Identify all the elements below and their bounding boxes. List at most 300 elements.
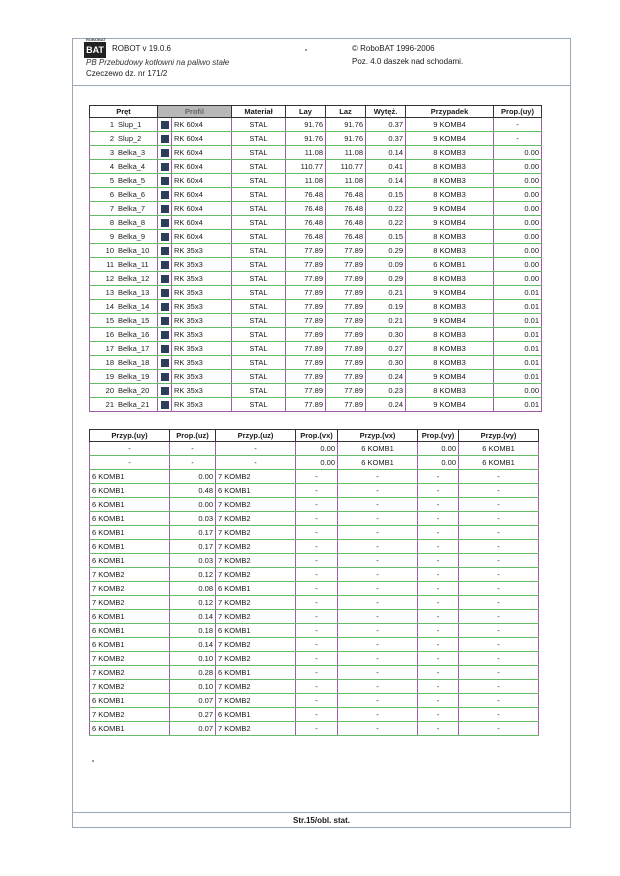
member-number: 8 xyxy=(109,218,114,227)
ratio-cell: 0.24 xyxy=(366,370,406,384)
profile-cell: RK 60x4 xyxy=(172,146,232,160)
swatch-icon xyxy=(161,135,169,143)
laz-cell: 77.89 xyxy=(326,370,366,384)
member-cell xyxy=(90,398,158,412)
swatch-icon xyxy=(161,345,169,353)
profile-color-swatch xyxy=(158,314,172,328)
member-name: Belka_6 xyxy=(118,190,146,199)
table-row xyxy=(90,384,542,398)
member-number: 14 xyxy=(105,302,114,311)
laz-cell: 77.89 xyxy=(326,398,366,412)
case-uz-cell: 7 KOMB2 xyxy=(216,540,296,554)
laz-cell: 91.76 xyxy=(326,132,366,146)
case-vy-cell: - xyxy=(459,484,539,498)
case-uy-cell: 6 KOMB1 xyxy=(90,624,170,638)
case-cell: 8 KOMB3 xyxy=(406,300,494,314)
member-name: Slup_1 xyxy=(118,120,142,129)
profile-color-swatch xyxy=(158,356,172,370)
material-cell: STAL xyxy=(232,174,286,188)
member-name: Belka_16 xyxy=(118,330,150,339)
case-vy-cell: - xyxy=(459,470,539,484)
case-uy-cell: - xyxy=(90,456,170,470)
case-uy-cell: 6 KOMB1 xyxy=(90,526,170,540)
material-cell: STAL xyxy=(232,328,286,342)
case-cell: 9 KOMB4 xyxy=(406,216,494,230)
table-row xyxy=(90,118,542,132)
prop-vx-cell: - xyxy=(296,596,338,610)
ratio-cell: 0.30 xyxy=(366,328,406,342)
swatch-icon xyxy=(161,289,169,297)
case-vx-cell: - xyxy=(338,470,418,484)
swatch-icon xyxy=(161,149,169,157)
lay-cell: 77.89 xyxy=(286,356,326,370)
member-cell xyxy=(90,188,158,202)
profile-cell: RK 35x3 xyxy=(172,286,232,300)
profile-color-swatch xyxy=(158,132,172,146)
case-uz-cell: 7 KOMB2 xyxy=(216,512,296,526)
ratio-cell: 0.22 xyxy=(366,202,406,216)
case-vy-cell: - xyxy=(459,526,539,540)
member-name: Belka_10 xyxy=(118,246,150,255)
case-vx-cell: - xyxy=(338,582,418,596)
swatch-icon xyxy=(161,373,169,381)
member-number: 12 xyxy=(105,274,114,283)
table-row xyxy=(90,442,539,456)
swatch-icon xyxy=(161,163,169,171)
prop-uy-cell: 0.01 xyxy=(494,370,542,384)
lay-cell: 91.76 xyxy=(286,132,326,146)
table-row xyxy=(90,188,542,202)
table-row xyxy=(90,708,539,722)
case-cell: 9 KOMB4 xyxy=(406,132,494,146)
swatch-icon xyxy=(161,261,169,269)
prop-vy-cell: - xyxy=(418,554,459,568)
column-header: Pręt xyxy=(90,106,158,118)
member-name: Slup_2 xyxy=(118,134,142,143)
prop-vy-cell: - xyxy=(418,568,459,582)
case-uz-cell: - xyxy=(216,442,296,456)
member-results-table xyxy=(89,105,542,412)
prop-uz-cell: - xyxy=(170,456,216,470)
member-name: Belka_4 xyxy=(118,162,146,171)
prop-uz-cell: 0.17 xyxy=(170,540,216,554)
prop-vx-cell: - xyxy=(296,722,338,736)
prop-vx-cell: - xyxy=(296,484,338,498)
lay-cell: 77.89 xyxy=(286,370,326,384)
member-name: Belka_3 xyxy=(118,148,146,157)
member-cell xyxy=(90,328,158,342)
profile-cell: RK 60x4 xyxy=(172,230,232,244)
profile-cell: RK 60x4 xyxy=(172,118,232,132)
case-cell: 8 KOMB3 xyxy=(406,174,494,188)
member-number: 20 xyxy=(105,386,114,395)
member-name: Belka_8 xyxy=(118,218,146,227)
ratio-cell: 0.09 xyxy=(366,258,406,272)
profile-color-swatch xyxy=(158,286,172,300)
table-header-row xyxy=(90,430,539,442)
ratio-cell: 0.15 xyxy=(366,230,406,244)
laz-cell: 77.89 xyxy=(326,258,366,272)
profile-cell: RK 35x3 xyxy=(172,314,232,328)
prop-vy-cell: - xyxy=(418,596,459,610)
swatch-icon xyxy=(161,275,169,283)
prop-vx-cell: 0.00 xyxy=(296,442,338,456)
scan-speck xyxy=(305,49,307,51)
case-vy-cell: - xyxy=(459,652,539,666)
position-label: Poz. 4.0 daszek nad schodami. xyxy=(352,57,464,66)
case-vy-cell: - xyxy=(459,596,539,610)
column-header: Lay xyxy=(286,106,326,118)
member-cell xyxy=(90,132,158,146)
profile-cell: RK 60x4 xyxy=(172,174,232,188)
case-uz-cell: 6 KOMB1 xyxy=(216,484,296,498)
prop-vx-cell: - xyxy=(296,470,338,484)
ratio-cell: 0.14 xyxy=(366,174,406,188)
case-uz-cell: 7 KOMB2 xyxy=(216,526,296,540)
case-uy-cell: 6 KOMB1 xyxy=(90,512,170,526)
member-number: 4 xyxy=(109,162,114,171)
case-uz-cell: 7 KOMB2 xyxy=(216,610,296,624)
prop-uz-cell: 0.18 xyxy=(170,624,216,638)
case-uz-cell: - xyxy=(216,456,296,470)
table-row xyxy=(90,624,539,638)
prop-vy-cell: - xyxy=(418,582,459,596)
prop-uy-cell: 0.00 xyxy=(494,384,542,398)
profile-cell: RK 60x4 xyxy=(172,132,232,146)
case-vx-cell: - xyxy=(338,652,418,666)
case-vy-cell: - xyxy=(459,708,539,722)
prop-uz-cell: 0.07 xyxy=(170,722,216,736)
prop-uz-cell: - xyxy=(170,442,216,456)
case-vx-cell: - xyxy=(338,540,418,554)
prop-uy-cell: 0.00 xyxy=(494,188,542,202)
column-header: Przyp.(vy) xyxy=(459,430,539,442)
case-uz-cell: 7 KOMB2 xyxy=(216,652,296,666)
column-header: Profil xyxy=(158,106,232,118)
prop-vx-cell: - xyxy=(296,666,338,680)
table-row xyxy=(90,174,542,188)
case-uy-cell: 6 KOMB1 xyxy=(90,694,170,708)
member-cell xyxy=(90,118,158,132)
prop-uy-cell: 0.00 xyxy=(494,160,542,174)
profile-color-swatch xyxy=(158,342,172,356)
profile-color-swatch xyxy=(158,272,172,286)
material-cell: STAL xyxy=(232,314,286,328)
member-number: 6 xyxy=(109,190,114,199)
table-header-row xyxy=(90,106,542,118)
case-uy-cell: 6 KOMB1 xyxy=(90,638,170,652)
prop-uy-cell: 0.00 xyxy=(494,216,542,230)
member-cell xyxy=(90,258,158,272)
case-uz-cell: 7 KOMB2 xyxy=(216,680,296,694)
project-name: PB Przebudowy kotłowni na paliwo stałe xyxy=(86,58,230,67)
column-header: Przyp.(vx) xyxy=(338,430,418,442)
column-header: Prop.(uy) xyxy=(494,106,542,118)
column-header: Wytęż. xyxy=(366,106,406,118)
ratio-cell: 0.24 xyxy=(366,398,406,412)
material-cell: STAL xyxy=(232,216,286,230)
prop-vx-cell: - xyxy=(296,554,338,568)
member-number: 19 xyxy=(105,372,114,381)
prop-vy-cell: - xyxy=(418,638,459,652)
prop-vx-cell: - xyxy=(296,694,338,708)
case-vy-cell: - xyxy=(459,554,539,568)
member-name: Belka_9 xyxy=(118,232,146,241)
page-header xyxy=(72,38,571,86)
member-cell xyxy=(90,370,158,384)
prop-uz-cell: 0.00 xyxy=(170,470,216,484)
case-uz-cell: 6 KOMB1 xyxy=(216,708,296,722)
laz-cell: 76.48 xyxy=(326,230,366,244)
prop-uz-cell: 0.27 xyxy=(170,708,216,722)
table-row xyxy=(90,498,539,512)
material-cell: STAL xyxy=(232,202,286,216)
member-name: Belka_13 xyxy=(118,288,150,297)
profile-color-swatch xyxy=(158,244,172,258)
ratio-cell: 0.21 xyxy=(366,314,406,328)
lay-cell: 77.89 xyxy=(286,286,326,300)
ratio-cell: 0.29 xyxy=(366,272,406,286)
table-row xyxy=(90,540,539,554)
member-name: Belka_18 xyxy=(118,358,150,367)
case-uz-cell: 6 KOMB1 xyxy=(216,666,296,680)
profile-color-swatch xyxy=(158,328,172,342)
prop-uy-cell: 0.00 xyxy=(494,244,542,258)
laz-cell: 76.48 xyxy=(326,216,366,230)
lay-cell: 110.77 xyxy=(286,160,326,174)
material-cell: STAL xyxy=(232,230,286,244)
member-number: 11 xyxy=(106,260,114,269)
member-number: 3 xyxy=(109,148,114,157)
case-cell: 8 KOMB3 xyxy=(406,342,494,356)
profile-cell: RK 60x4 xyxy=(172,160,232,174)
prop-vx-cell: - xyxy=(296,624,338,638)
case-vy-cell: - xyxy=(459,610,539,624)
laz-cell: 76.48 xyxy=(326,202,366,216)
laz-cell: 77.89 xyxy=(326,272,366,286)
lay-cell: 77.89 xyxy=(286,244,326,258)
prop-uy-cell: 0.00 xyxy=(494,146,542,160)
profile-cell: RK 35x3 xyxy=(172,342,232,356)
profile-cell: RK 35x3 xyxy=(172,258,232,272)
case-cell: 9 KOMB4 xyxy=(406,286,494,300)
laz-cell: 11.08 xyxy=(326,146,366,160)
lay-cell: 77.89 xyxy=(286,314,326,328)
material-cell: STAL xyxy=(232,118,286,132)
prop-vy-cell: - xyxy=(418,722,459,736)
case-vy-cell: - xyxy=(459,512,539,526)
profile-color-swatch xyxy=(158,258,172,272)
case-vx-cell: - xyxy=(338,680,418,694)
case-vy-cell: - xyxy=(459,498,539,512)
prop-uz-cell: 0.10 xyxy=(170,680,216,694)
lay-cell: 76.48 xyxy=(286,202,326,216)
prop-vy-cell: - xyxy=(418,498,459,512)
member-cell xyxy=(90,202,158,216)
profile-color-swatch xyxy=(158,300,172,314)
material-cell: STAL xyxy=(232,356,286,370)
case-vx-cell: - xyxy=(338,498,418,512)
table-row xyxy=(90,244,542,258)
table-row xyxy=(90,694,539,708)
profile-cell: RK 35x3 xyxy=(172,398,232,412)
material-cell: STAL xyxy=(232,300,286,314)
case-uy-cell: 6 KOMB1 xyxy=(90,540,170,554)
laz-cell: 77.89 xyxy=(326,300,366,314)
prop-vx-cell: 0.00 xyxy=(296,456,338,470)
material-cell: STAL xyxy=(232,244,286,258)
case-vy-cell: - xyxy=(459,582,539,596)
prop-uz-cell: 0.12 xyxy=(170,596,216,610)
column-header: Przyp.(uy) xyxy=(90,430,170,442)
material-cell: STAL xyxy=(232,258,286,272)
case-uz-cell: 7 KOMB2 xyxy=(216,554,296,568)
table-row xyxy=(90,610,539,624)
table-row xyxy=(90,398,542,412)
member-cell xyxy=(90,356,158,370)
prop-uz-cell: 0.03 xyxy=(170,554,216,568)
case-vx-cell: 6 KOMB1 xyxy=(338,442,418,456)
case-uy-cell: 7 KOMB2 xyxy=(90,582,170,596)
case-uz-cell: 7 KOMB2 xyxy=(216,498,296,512)
member-number: 10 xyxy=(105,246,114,255)
member-cell xyxy=(90,216,158,230)
laz-cell: 76.48 xyxy=(326,188,366,202)
table-row xyxy=(90,342,542,356)
member-name: Belka_14 xyxy=(118,302,150,311)
prop-vx-cell: - xyxy=(296,708,338,722)
prop-vx-cell: - xyxy=(296,610,338,624)
lay-cell: 76.48 xyxy=(286,216,326,230)
member-number: 1 xyxy=(109,120,114,129)
ratio-cell: 0.23 xyxy=(366,384,406,398)
member-cell xyxy=(90,146,158,160)
prop-uy-cell: 0.01 xyxy=(494,328,542,342)
ratio-cell: 0.22 xyxy=(366,216,406,230)
lay-cell: 77.89 xyxy=(286,384,326,398)
laz-cell: 77.89 xyxy=(326,244,366,258)
table-row xyxy=(90,722,539,736)
profile-cell: RK 35x3 xyxy=(172,300,232,314)
table-row xyxy=(90,132,542,146)
profile-cell: RK 35x3 xyxy=(172,328,232,342)
case-uy-cell: 6 KOMB1 xyxy=(90,554,170,568)
table-row xyxy=(90,512,539,526)
prop-uy-cell: 0.00 xyxy=(494,230,542,244)
prop-uz-cell: 0.08 xyxy=(170,582,216,596)
table-row xyxy=(90,370,542,384)
prop-uy-cell: 0.01 xyxy=(494,356,542,370)
prop-uz-cell: 0.10 xyxy=(170,652,216,666)
prop-uy-cell: 0.00 xyxy=(494,202,542,216)
laz-cell: 77.89 xyxy=(326,328,366,342)
prop-vy-cell: - xyxy=(418,694,459,708)
table-row xyxy=(90,666,539,680)
case-vx-cell: - xyxy=(338,708,418,722)
profile-color-swatch xyxy=(158,384,172,398)
profile-color-swatch xyxy=(158,398,172,412)
member-name: Belka_19 xyxy=(118,372,150,381)
prop-uy-cell: 0.01 xyxy=(494,314,542,328)
case-vx-cell: - xyxy=(338,484,418,498)
lay-cell: 76.48 xyxy=(286,188,326,202)
swatch-icon xyxy=(161,331,169,339)
swatch-icon xyxy=(161,387,169,395)
laz-cell: 77.89 xyxy=(326,342,366,356)
case-cell: 8 KOMB3 xyxy=(406,146,494,160)
profile-cell: RK 60x4 xyxy=(172,216,232,230)
case-vy-cell: - xyxy=(459,666,539,680)
prop-vy-cell: - xyxy=(418,708,459,722)
prop-uy-cell: 0.00 xyxy=(494,258,542,272)
prop-vx-cell: - xyxy=(296,526,338,540)
prop-uz-cell: 0.14 xyxy=(170,610,216,624)
member-name: Belka_20 xyxy=(118,386,150,395)
column-header: Prop.(uz) xyxy=(170,430,216,442)
case-vx-cell: - xyxy=(338,610,418,624)
case-cell: 8 KOMB3 xyxy=(406,272,494,286)
member-number: 15 xyxy=(105,316,114,325)
case-vx-cell: - xyxy=(338,512,418,526)
member-cell xyxy=(90,342,158,356)
member-cell xyxy=(90,286,158,300)
support-cases-table xyxy=(89,429,539,736)
column-header: Przyp.(uz) xyxy=(216,430,296,442)
member-cell xyxy=(90,272,158,286)
prop-vx-cell: - xyxy=(296,638,338,652)
member-number: 5 xyxy=(109,176,114,185)
laz-cell: 77.89 xyxy=(326,384,366,398)
ratio-cell: 0.14 xyxy=(366,146,406,160)
table-row xyxy=(90,286,542,300)
prop-uz-cell: 0.03 xyxy=(170,512,216,526)
lay-cell: 77.89 xyxy=(286,328,326,342)
case-uz-cell: 7 KOMB2 xyxy=(216,638,296,652)
case-uz-cell: 6 KOMB1 xyxy=(216,624,296,638)
prop-vy-cell: - xyxy=(418,652,459,666)
scan-speck xyxy=(92,760,94,762)
prop-uz-cell: 0.14 xyxy=(170,638,216,652)
profile-color-swatch xyxy=(158,370,172,384)
prop-uz-cell: 0.48 xyxy=(170,484,216,498)
profile-color-swatch xyxy=(158,174,172,188)
program-version: ROBOT v 19.0.6 xyxy=(112,44,171,53)
robobat-logo: ROBOBAT BAT xyxy=(84,42,106,58)
table-row xyxy=(90,202,542,216)
swatch-icon xyxy=(161,303,169,311)
profile-color-swatch xyxy=(158,188,172,202)
member-cell xyxy=(90,160,158,174)
case-uy-cell: 6 KOMB1 xyxy=(90,470,170,484)
lay-cell: 77.89 xyxy=(286,272,326,286)
profile-cell: RK 35x3 xyxy=(172,370,232,384)
case-vy-cell: - xyxy=(459,540,539,554)
swatch-icon xyxy=(161,205,169,213)
swatch-icon xyxy=(161,401,169,409)
column-header: Prop.(vx) xyxy=(296,430,338,442)
table-row xyxy=(90,146,542,160)
case-vx-cell: - xyxy=(338,638,418,652)
case-cell: 9 KOMB4 xyxy=(406,314,494,328)
prop-vy-cell: - xyxy=(418,540,459,554)
case-vy-cell: - xyxy=(459,694,539,708)
member-cell xyxy=(90,174,158,188)
member-number: 17 xyxy=(105,344,114,353)
case-uy-cell: 7 KOMB2 xyxy=(90,680,170,694)
case-uz-cell: 7 KOMB2 xyxy=(216,722,296,736)
table-row xyxy=(90,470,539,484)
member-cell xyxy=(90,314,158,328)
